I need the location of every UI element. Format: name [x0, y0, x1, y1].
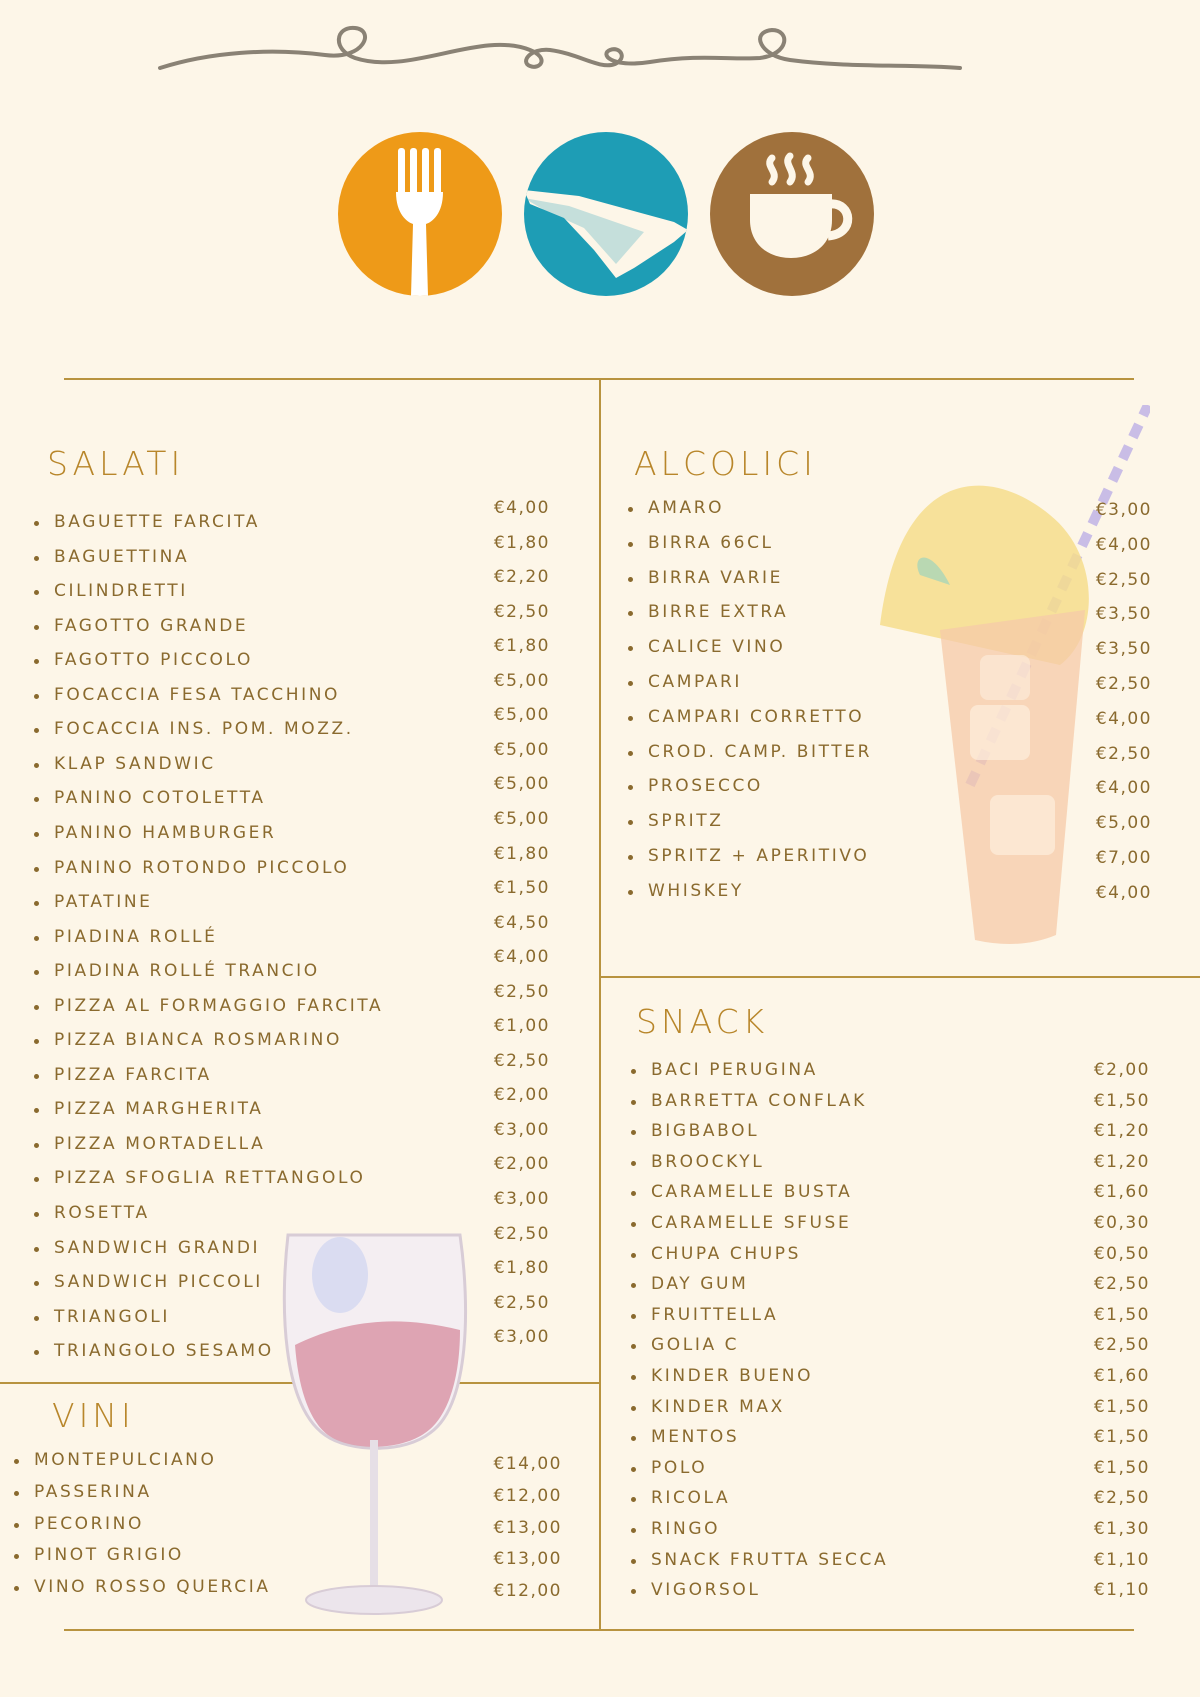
snack-item-name: BACI PERUGINA — [651, 1060, 818, 1080]
vini-item-price: €12,00 — [493, 1485, 562, 1506]
snack-item-name: CHUPA CHUPS — [651, 1243, 802, 1264]
salati-item-price: €2,50 — [493, 1050, 550, 1071]
snack-item-name: VIGORSOL — [651, 1580, 761, 1601]
alcolici-item-name: CAMPARI — [648, 672, 742, 692]
salati-item-name: FAGOTTO PICCOLO — [54, 650, 253, 671]
salati-item-price: €4,00 — [493, 947, 550, 968]
snack-item-name: BROOCKYL — [651, 1151, 765, 1172]
alcolici-item-name: AMARO — [648, 498, 725, 518]
snack-item-price: €2,50 — [1093, 1335, 1150, 1356]
salati-item-price: €4,00 — [493, 498, 550, 518]
salati-item-name: PANINO COTOLETTA — [54, 788, 266, 809]
alcolici-item-name: SPRITZ — [648, 811, 724, 832]
salati-item-price: €1,00 — [493, 1016, 550, 1037]
snack-item-name: POLO — [651, 1457, 708, 1478]
salati-item-name: FOCACCIA FESA TACCHINO — [54, 684, 341, 705]
salati-item-name: ROSETTA — [54, 1203, 150, 1223]
salati-item-price: €2,50 — [493, 1223, 550, 1244]
alcolici-item-price: €7,00 — [1095, 848, 1152, 868]
fork-logo — [338, 132, 502, 296]
alcolici-item-price: €3,50 — [1095, 639, 1152, 660]
wine-glass-illustration — [270, 1215, 480, 1625]
salati-item-name: CILINDRETTI — [54, 581, 188, 602]
sandwich-icon — [524, 132, 688, 296]
salati-item-price: €3,00 — [493, 1327, 550, 1348]
salati-item-price: €5,00 — [493, 670, 550, 691]
alcolici-item-price: €2,50 — [1095, 569, 1152, 590]
alcolici-item-name: BIRRE EXTRA — [648, 602, 789, 623]
snack-item-price: €1,30 — [1093, 1519, 1150, 1539]
salati-item-name: KLAP SANDWIC — [54, 753, 216, 774]
vini-item-name: VINO ROSSO QUERCIA — [34, 1577, 271, 1598]
snack-item-price: €2,50 — [1093, 1274, 1150, 1295]
vini-item-name: PINOT GRIGIO — [34, 1545, 184, 1566]
alcolici-item-price: €3,00 — [1095, 500, 1152, 520]
snack-item-name: RICOLA — [651, 1488, 731, 1509]
salati-item-price: €5,00 — [493, 774, 550, 795]
vini-item-price: €13,00 — [493, 1517, 562, 1538]
bottom-divider — [64, 1629, 1134, 1631]
vini-item-name: PASSERINA — [34, 1481, 152, 1502]
snack-item-name: BIGBABOL — [651, 1121, 760, 1142]
salati-item-price: €1,80 — [493, 532, 550, 553]
salati-item-name: TRIANGOLO SESAMO — [54, 1341, 274, 1362]
alcolici-item-price: €3,50 — [1095, 604, 1152, 625]
coffee-cup-icon — [710, 132, 874, 296]
salati-item-name: PIZZA SFOGLIA RETTANGOLO — [54, 1168, 366, 1189]
vini-item-price: €13,00 — [493, 1549, 562, 1570]
vini-item-price: €14,00 — [493, 1454, 562, 1474]
center-divider — [599, 378, 601, 1630]
salati-item-price: €1,80 — [493, 1258, 550, 1279]
alcolici-item-price: €4,00 — [1095, 778, 1152, 799]
alcolici-item-price: €5,00 — [1095, 813, 1152, 834]
salati-item-name: PIZZA AL FORMAGGIO FARCITA — [54, 995, 384, 1016]
alcolici-item-price: €2,50 — [1095, 674, 1152, 694]
decorative-swirl-divider — [150, 20, 1050, 80]
snack-item-price: €1,50 — [1093, 1304, 1150, 1325]
alcolici-item-name: PROSECCO — [648, 776, 763, 797]
salati-item-name: PIADINA ROLLÉ TRANCIO — [54, 961, 320, 982]
snack-item-name: KINDER BUENO — [651, 1366, 814, 1386]
salati-item-name: SANDWICH GRANDI — [54, 1237, 261, 1258]
salati-item-name: PIZZA BIANCA ROSMARINO — [54, 1030, 342, 1051]
alcolici-item-price: €2,50 — [1095, 743, 1152, 764]
snack-item-price: €1,20 — [1093, 1121, 1150, 1142]
vini-title: VINI — [52, 1396, 135, 1435]
salati-item-name: PANINO ROTONDO PICCOLO — [54, 857, 350, 878]
alcolici-item-name: WHISKEY — [648, 880, 744, 901]
fork-icon — [338, 132, 502, 296]
snack-item-name: SNACK FRUTTA SECCA — [651, 1549, 889, 1570]
salati-item-name: PIZZA FARCITA — [54, 1064, 212, 1085]
salati-title: SALATI — [47, 444, 185, 483]
alcolici-item-name: BIRRA 66CL — [648, 532, 774, 553]
snack-item-name: DAY GUM — [651, 1274, 749, 1295]
snack-item-name: BARRETTA CONFLAK — [651, 1090, 867, 1111]
alcolici-item-price: €4,00 — [1095, 708, 1152, 729]
salati-item-price: €4,50 — [493, 912, 550, 933]
vini-item-price: €12,00 — [493, 1581, 562, 1602]
snack-item-name: MENTOS — [651, 1427, 740, 1448]
snack-item-price: €0,50 — [1093, 1243, 1150, 1264]
snack-item-price: €1,60 — [1093, 1182, 1150, 1203]
alcolici-item-name: SPRITZ + APERITIVO — [648, 846, 870, 866]
salati-item-price: €5,00 — [493, 808, 550, 829]
snack-item-price: €2,00 — [1093, 1060, 1150, 1080]
snack-item-price: €1,50 — [1093, 1427, 1150, 1448]
salati-item-price: €5,00 — [493, 705, 550, 726]
vini-item-name: MONTEPULCIANO — [34, 1450, 217, 1470]
snack-item-price: €1,50 — [1093, 1090, 1150, 1111]
salati-item-price: €2,00 — [493, 1154, 550, 1175]
snack-item-price: €0,30 — [1093, 1213, 1150, 1233]
coffee-logo — [710, 132, 874, 296]
alcolici-item-name: CROD. CAMP. BITTER — [648, 741, 873, 762]
salati-item-name: FOCACCIA INS. POM. MOZZ. — [54, 719, 354, 740]
salati-item-price: €2,20 — [493, 567, 550, 588]
snack-item-name: FRUITTELLA — [651, 1304, 779, 1325]
alcolici-item-price: €4,00 — [1095, 534, 1152, 555]
salati-item-name: PIZZA MARGHERITA — [54, 1099, 264, 1120]
snack-item-price: €1,50 — [1093, 1396, 1150, 1417]
alcolici-title: ALCOLICI — [634, 444, 817, 483]
snack-divider — [600, 976, 1200, 978]
salati-item-name: PIADINA ROLLÉ — [54, 926, 218, 947]
sandwich-logo — [524, 132, 688, 296]
salati-item-name: TRIANGOLI — [54, 1306, 170, 1327]
salati-item-price: €2,50 — [493, 601, 550, 622]
snack-item-price: €1,10 — [1093, 1549, 1150, 1570]
salati-item-price: €3,00 — [493, 1119, 550, 1140]
alcolici-item-price: €4,00 — [1095, 882, 1152, 903]
alcolici-item-name: BIRRA VARIE — [648, 567, 783, 588]
snack-item-price: €2,50 — [1093, 1488, 1150, 1509]
salati-item-name: BAGUETTE FARCITA — [54, 512, 260, 532]
salati-item-price: €3,00 — [493, 1189, 550, 1209]
salati-item-price: €2,50 — [493, 1292, 550, 1313]
snack-item-name: CARAMELLE SFUSE — [651, 1213, 852, 1233]
salati-item-price: €1,80 — [493, 843, 550, 864]
snack-item-name: RINGO — [651, 1519, 721, 1539]
snack-item-name: GOLIA C — [651, 1335, 740, 1356]
snack-item-price: €1,10 — [1093, 1580, 1150, 1601]
alcolici-item-name: CAMPARI CORRETTO — [648, 706, 865, 727]
salati-item-name: PIZZA MORTADELLA — [54, 1133, 266, 1154]
salati-item-name: FAGOTTO GRANDE — [54, 615, 249, 636]
salati-item-price: €5,00 — [493, 739, 550, 760]
salati-item-price: €2,00 — [493, 1085, 550, 1106]
snack-item-name: KINDER MAX — [651, 1396, 785, 1417]
snack-item-price: €1,20 — [1093, 1151, 1150, 1172]
salati-item-name: SANDWICH PICCOLI — [54, 1272, 263, 1293]
snack-item-price: €1,60 — [1093, 1366, 1150, 1386]
vini-item-name: PECORINO — [34, 1513, 144, 1534]
snack-title: SNACK — [636, 1002, 769, 1041]
snack-item-name: CARAMELLE BUSTA — [651, 1182, 853, 1203]
salati-item-price: €2,50 — [493, 981, 550, 1002]
salati-item-price: €1,80 — [493, 636, 550, 657]
snack-item-price: €1,50 — [1093, 1457, 1150, 1478]
salati-item-name: BAGUETTINA — [54, 546, 190, 567]
salati-item-price: €1,50 — [493, 878, 550, 899]
alcolici-item-name: CALICE VINO — [648, 637, 786, 658]
salati-item-name: PATATINE — [54, 892, 153, 913]
salati-item-name: PANINO HAMBURGER — [54, 822, 277, 843]
